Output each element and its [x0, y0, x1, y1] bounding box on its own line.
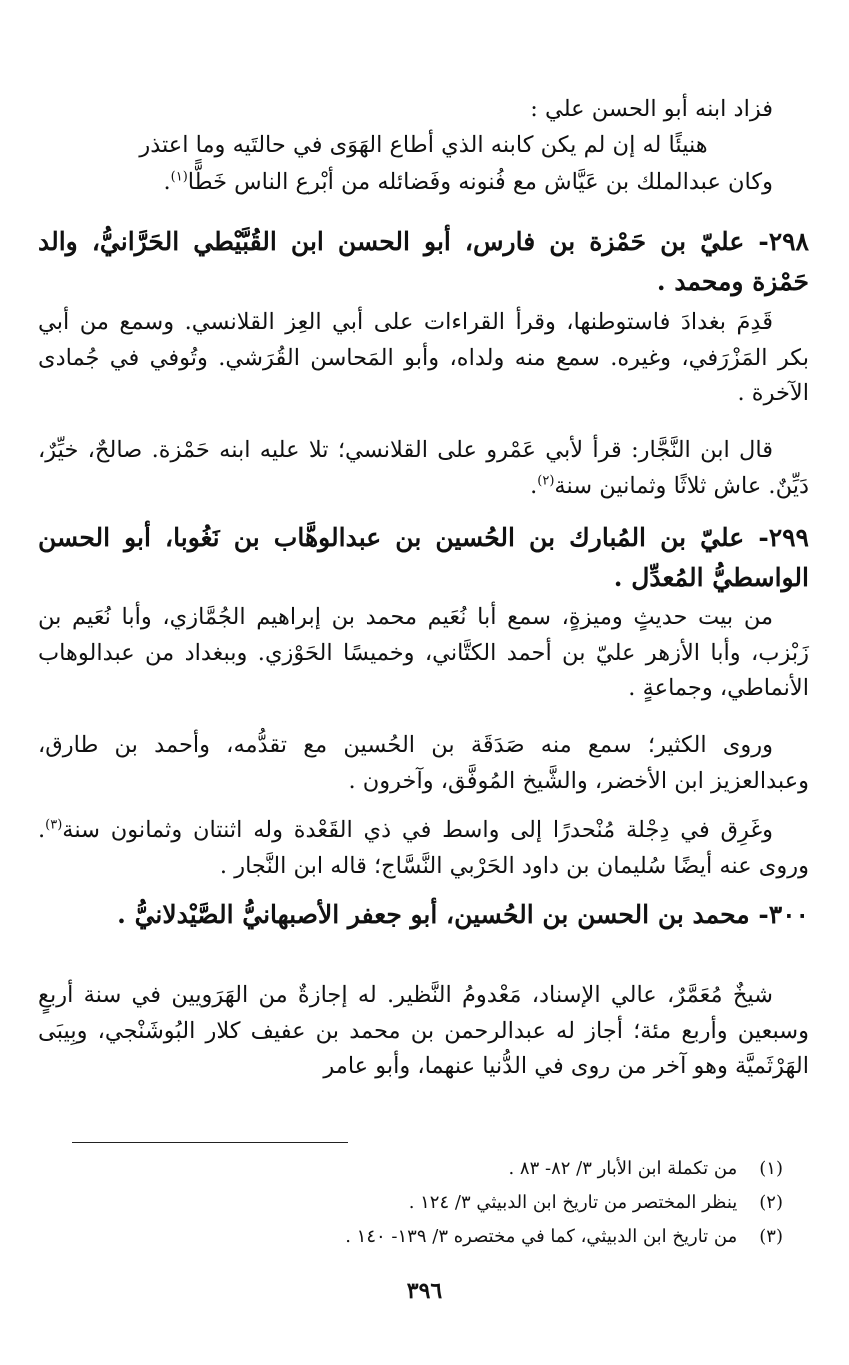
footnote-2-number: (٢): [759, 1192, 783, 1213]
intro-lead: فزاد ابنه أبو الحسن علي :: [530, 96, 773, 122]
page-number: ٣٩٦: [406, 1278, 443, 1304]
footnote-3-number: (٣): [759, 1226, 783, 1247]
footnote-separator: [72, 1142, 348, 1143]
entry-298-paragraph-2: قال ابن النَّجَّار: قرأ لأبي عَمْرو على القلانسي؛ تلا عليه ابنه حَمْزة. صالحٌ، خيِّرٌ، دَيِّنٌ. عاش ثلاثًا وثمانين سنة$^{(٢)}$.: [38, 437, 809, 499]
footnote-3-text: من تاريخ ابن الدبيثي، كما في مختصره ٣/ ١٣٩- ١٤٠ .: [345, 1226, 738, 1247]
entry-299-paragraph-2: وروى الكثير؛ سمع منه صَدَقَة بن الحُسين مع تقدُّمه، وأحمد بن طارق، وعبدالعزيز ابن الأخضر، والشَّيخ المُوفَّق، وآخرون .: [38, 732, 809, 794]
entry-300-heading: ٣٠٠- محمد بن الحسن بن الحُسين، أبو جعفر الأصبهانيُّ الصَّيْدلانيُّ .: [117, 900, 809, 929]
entry-299-paragraph-1: من بيت حديثٍ وميزةٍ، سمع أبا نُعَيم محمد بن إبراهيم الجُمَّازي، وأبا نُعَيم بن زَبْزب، وأبا الأزهر عليّ بن أحمد الكتَّاني، وخميسًا الحَوْزي. وببغداد من عبدالوهاب الأنماطي، وجماعةٍ .: [38, 604, 809, 701]
footnote-2-text: ينظر المختصر من تاريخ ابن الدبيثي ٣/ ١٢٤ .: [408, 1192, 738, 1213]
footnote-ref-3: (٣): [45, 817, 63, 833]
footnote-ref-2: (٢): [537, 473, 555, 488]
entry-299-paragraph-3-tail: . وروى عنه أيضًا سُليمان بن داود الحَرْبي النَّسَّاج؛ قاله ابن النَّجار .: [38, 817, 809, 879]
entry-300-paragraph-1: شيخٌ مُعَمَّرٌ، عالي الإسناد، مَعْدومُ النَّظير. له إجازةٌ من الهَرَويين في سنة أربعٍ وسبعين وأربع مئة؛ أجاز له عبدالرحمن بن محمد بن عفيف كلار البُوشَنْجي، وبِيبَى الهَرْثَميَّة وهو آخر من روى في الدُّنيا عنهما، وأبو عامر: [38, 982, 809, 1079]
entry-299-paragraph-3: [38, 813, 809, 884]
entry-298-paragraph-2-text: قال ابن النَّجَّار: قرأ لأبي عَمْرو على القلانسي؛ تلا عليه ابنه حَمْزة. صالحٌ، خيِّرٌ، دَيِّنٌ. عاش ثلاثًا وثمانين سنة: [38, 437, 809, 499]
footnote-3: [40, 1224, 783, 1250]
footnote-1-text: من تكملة ابن الأبار ٣/ ٨٢- ٨٣ .: [508, 1158, 738, 1179]
footnote-ref-1: (١): [170, 169, 188, 185]
intro-closing-text: وكان عبدالملك بن عَيَّاش مع فُنونه وفَضائله من أبْرع الناس خَطًّا: [187, 169, 773, 195]
entry-298-heading: ٢٩٨- عليّ بن حَمْزة بن فارس، أبو الحسن ابن القُبَّيْطي الحَرَّانيُّ، والد حَمْزة ومحمد .: [38, 227, 809, 296]
footnote-1: [40, 1156, 783, 1182]
intro-closing: وكان عبدالملك بن عَيَّاش مع فُنونه وفَضائله من أبْرع الناس خَطًّا$^{(١)}$.: [163, 169, 773, 195]
entry-298-paragraph-1: قَدِمَ بغدادَ فاستوطنها، وقرأ القراءات على أبي العِز القلانسي. وسمع من أبي بكر المَزْرَفي، وغيره. سمع منه ولداه، وأبو المَحاسن القُرَشي. وتُوفي في جُمادى الآخرة .: [38, 309, 809, 406]
footnote-2: [40, 1190, 783, 1216]
entry-299-paragraph-3-text: وغَرِق في دِجْلة مُنْحدرًا إلى واسط في ذي القَعْدة وله اثنتان وثمانون سنة: [62, 817, 773, 843]
poem-verse: هنيئًا له إن لم يكن كابنه الذي أطاع الهَوَى في حالتَيه وما اعتذر: [139, 132, 708, 158]
footnote-1-number: (١): [759, 1158, 783, 1179]
entry-299-heading: ٢٩٩- عليّ بن المُبارك بن الحُسين بن عبدالوهَّاب بن نَغُوبا، أبو الحسن الواسطيُّ المُعدِّل .: [38, 523, 809, 592]
